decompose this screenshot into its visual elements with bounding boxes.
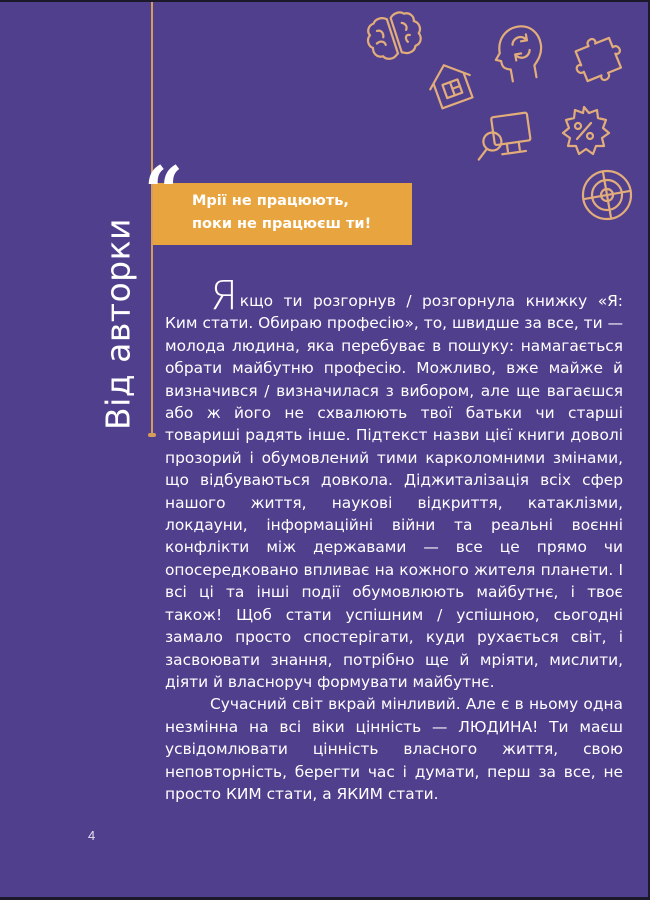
page-number: 4 bbox=[88, 828, 96, 843]
paragraph-1 bbox=[165, 273, 623, 693]
book-page bbox=[0, 2, 648, 897]
section-title: Від авторки bbox=[98, 217, 138, 431]
divider-line-end bbox=[148, 433, 156, 437]
quote-mark-icon: “ bbox=[144, 152, 184, 232]
author-foreword-text bbox=[165, 273, 623, 805]
pull-quote-line-2: поки не працюєш ти! bbox=[192, 216, 372, 232]
paragraph-2: Сучасний світ вкрай мінливий. Але є в ньому одна незмінна на всі віки цінність — ЛЮДИНА! Ти маєш усвідомлювати цінність власного життя, свою неповторність, берегти час і думати, перш за все, не просто КИМ стати, а ЯКИМ стати. bbox=[165, 695, 623, 803]
paragraph-1-text: кщо ти розгорнув / розгорнула книжку «Я: Ким стати. Обираю професію», то, швидше за все, ти — молода людина, яка перебуває в пошуку: намагається обрати майбутню професію. Можливо, вже майже й визначився / визначилася з вибором, але ще вагаєшся або ж його не схвалюють твої батьки чи старші товариші радять інше. Підтекст назви цієї книги доволі прозорий і обумовлений тими карколомними змінами, що відбуваються довкола. Діджиталізація всіх сфер нашого життя, наукові відкриття, катаклізми, локдауни, інформаційні війни та реальні воєнні конфлікти між державами — все це прямо чи опосередковано впливає на кожного жителя планети. І всі ці та інші події обумовлюють майбутнє, і твоє також! Щоб стати успішним / успішною, сьогодні замало просто спостерігати, куди рухається світ, і засвоювати знання, потрібно ще й мріяти, мислити, діяти й власноруч формувати майбутнє. bbox=[165, 292, 623, 691]
house-icon bbox=[424, 58, 478, 112]
pull-quote bbox=[192, 190, 371, 236]
drop-cap: Я bbox=[210, 273, 238, 319]
percent-badge-icon bbox=[555, 102, 613, 160]
target-icon bbox=[580, 168, 634, 222]
monitor-search-icon bbox=[470, 110, 536, 166]
pull-quote-line-1: Мрії не працюють, bbox=[192, 193, 349, 209]
head-refresh-icon bbox=[488, 22, 548, 84]
brain-icon bbox=[362, 10, 426, 66]
puzzle-piece-icon bbox=[572, 32, 632, 84]
